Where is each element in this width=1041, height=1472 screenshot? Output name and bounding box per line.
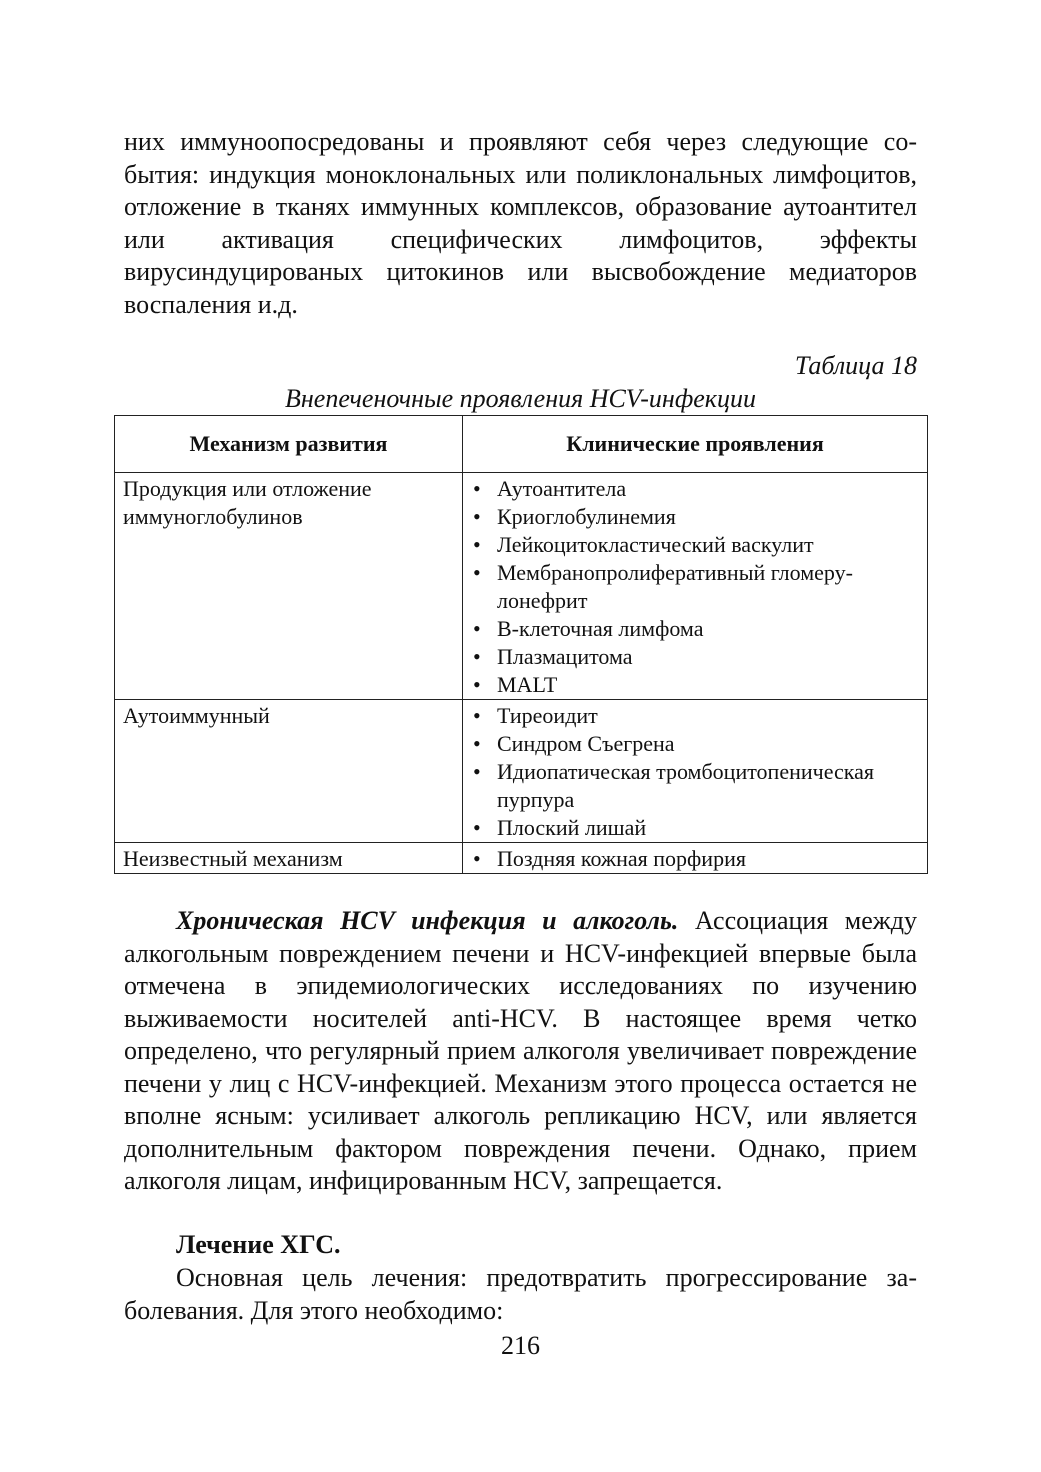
manifestation-text: Криоглобулинемия [497, 504, 676, 529]
bullet-icon: • [473, 476, 481, 501]
list-item [471, 758, 919, 814]
treatment-heading: Лечение ХГС. [176, 1230, 341, 1259]
manifestation-text: Синдром Съегрена [497, 731, 675, 756]
table-number: Таблица 18 [794, 351, 917, 380]
manifestations-cell [463, 843, 928, 874]
manifestations-list [471, 702, 919, 842]
bullet-icon: • [473, 504, 481, 529]
page-number: 216 [501, 1331, 540, 1360]
table-row [115, 473, 928, 700]
list-item [471, 671, 919, 699]
manifestation-text: Мембранопролиферативный гломерулонефрит [497, 560, 853, 613]
table-row [115, 843, 928, 874]
table-caption: Внепеченочные проявления HCV-инфекции [285, 384, 756, 413]
manifestations-cell [463, 700, 928, 843]
manifestation-text: Тиреоидит [497, 703, 598, 728]
manifestation-text: Плазмацитома [497, 644, 633, 669]
table-row [115, 700, 928, 843]
list-item [471, 559, 919, 615]
header-mechanism: Механизм развития [115, 416, 463, 473]
alcohol-body: Ассоциация между алкогольным повреждением печени и HCV-инфекцией впервые была отмечена в эпидемиологических исследованиях по изучению выживаемости носителей anti-HCV. В настоящее время четко определено, что регулярный прием алкоголя увеличивает повреждение печени у лиц с HCV-инфекцией. Механизм этого процесса остается не вполне ясным: усиливает алкоголь репликацию HCV, или является дополнительным фактором повреждения печени. Однако, прием алкоголя лицам, инфицированным HCV, запрещается. [124, 906, 917, 1195]
header-manifestations: Клинические проявления [463, 416, 928, 473]
list-item [471, 643, 919, 671]
mechanism-cell: Неизвестный механизм [115, 843, 463, 874]
treatment-paragraph: Основная цель лечения: предотвратить прогрессирование заболевания. Для этого необходимо: [124, 1263, 917, 1325]
alcohol-heading: Хроническая HCV инфекция и алкоголь. [176, 906, 679, 935]
manifestations-cell [463, 473, 928, 700]
list-item [471, 615, 919, 643]
list-item [471, 503, 919, 531]
bullet-icon: • [473, 703, 481, 728]
bullet-icon: • [473, 532, 481, 557]
intro-paragraph: них иммуноопосредованы и проявляют себя через следующие события: индукция моноклональных или поликлональных лимфоцитов, отложение в тканях иммунных комплексов, образование аутоантител или активация специфических лимфоцитов, эффекты вирусиндуцированых цитокинов или высвобождение медиаторов воспаления и.д. [124, 127, 917, 319]
bullet-icon: • [473, 759, 481, 784]
manifestation-text: Аутоантитела [497, 476, 627, 501]
manifestations-table [114, 415, 928, 874]
table-header-row [115, 416, 928, 473]
bullet-icon: • [473, 672, 481, 697]
list-item [471, 730, 919, 758]
list-item [471, 814, 919, 842]
manifestations-list [471, 475, 919, 699]
manifestations-list [471, 845, 919, 873]
mechanism-cell: Продукция или отложение иммуноглобулинов [115, 473, 463, 700]
list-item [471, 531, 919, 559]
list-item [471, 702, 919, 730]
bullet-icon: • [473, 731, 481, 756]
mechanism-cell: Аутоиммунный [115, 700, 463, 843]
manifestation-text: Идиопатическая тромбоцитопеническая пурпура [497, 759, 875, 812]
bullet-icon: • [473, 616, 481, 641]
manifestation-text: В-клеточная лимфома [497, 616, 704, 641]
manifestation-text: Лейкоцитокластический васкулит [497, 532, 814, 557]
alcohol-paragraph [124, 905, 917, 1198]
bullet-icon: • [473, 560, 481, 585]
manifestation-text: Плоский лишай [497, 815, 647, 840]
manifestation-text: MALT [497, 672, 558, 697]
list-item [471, 845, 919, 873]
list-item [471, 475, 919, 503]
bullet-icon: • [473, 644, 481, 669]
bullet-icon: • [473, 846, 481, 871]
table-body [115, 473, 928, 874]
bullet-icon: • [473, 815, 481, 840]
manifestation-text: Поздняя кожная порфирия [497, 846, 746, 871]
